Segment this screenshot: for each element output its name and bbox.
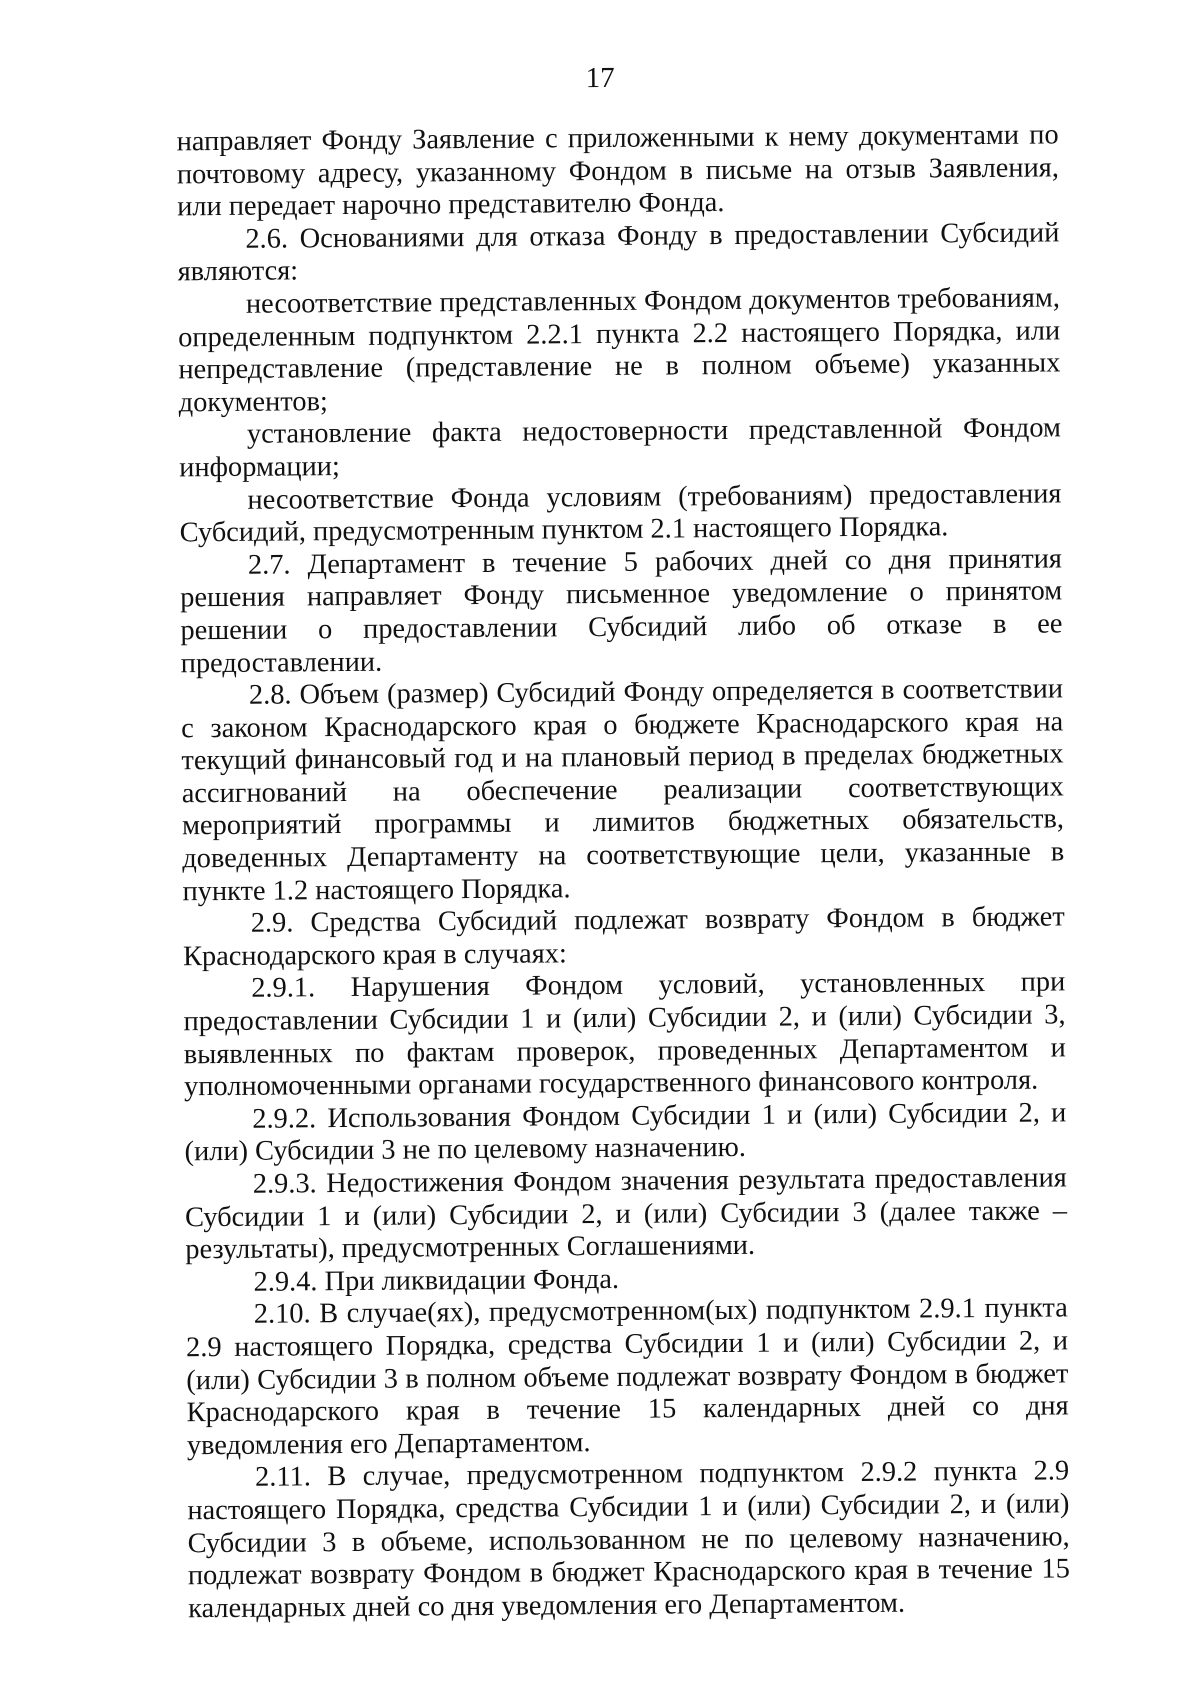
document-body <box>177 119 1071 1625</box>
paragraph-2-6-reason-3: несоответствие Фонда условиям (требованиям) предоставления Субсидий, предусмотренным пунктом 2.1 настоящего Порядка. <box>179 477 1062 549</box>
paragraph-2-9-2: 2.9.2. Использования Фондом Субсидии 1 и (или) Субсидии 2, и (или) Субсидии 3 не по целевому назначению. <box>184 1097 1067 1168</box>
paragraph-2-10: 2.10. В случае(ях), предусмотренном(ых) подпунктом 2.9.1 пункта 2.9 настоящего Порядка, средства Субсидии 1 и (или) Субсидии 2, и (или) Субсидии 3 в полном объеме подлежат возврату Фондом в бюджет Краснодарского края в течение 15 календарных дней со дня уведомления его Департаментом. <box>185 1292 1069 1462</box>
paragraph-2-9-1: 2.9.1. Нарушения Фондом условий, установленных при предоставлении Субсидии 1 и (или) Субсидии 2, и (или) Субсидии 3, выявленных по фактам проверок, проведенных Департаментом и уполномоченными органами государственного финансового контроля. <box>183 966 1066 1103</box>
paragraph-2-11: 2.11. В случае, предусмотренном подпунктом 2.9.2 пункта 2.9 настоящего Порядка, средства Субсидии 1 и (или) Субсидии 2, и (или) Субсидии 3 в объеме, использованном не по целевому назначению, подлежат возврату Фондом в бюджет Краснодарского края в течение 15 календарных дней со дня уведомления его Департаментом. <box>187 1455 1070 1625</box>
page-number: 17 <box>585 61 615 95</box>
paragraph-2-9-3: 2.9.3. Недостижения Фондом значения результата предоставления Субсидии 1 и (или) Субсидии 2, и (или) Субсидии 3 (далее также – результаты), предусмотренных Соглашениями. <box>184 1162 1068 1266</box>
paragraph-continuation: направляет Фонду Заявление с приложенными к нему документами по почтовому адресу, указанному Фондом в письме на отзыв Заявления, или передает нарочно представителю Фонда. <box>176 119 1059 223</box>
paragraph-2-9: 2.9. Средства Субсидий подлежат возврату Фондом в бюджет Краснодарского края в случаях: <box>182 901 1065 973</box>
paragraph-2-7: 2.7. Департамент в течение 5 рабочих дней со дня принятия решения направляет Фонду письменное уведомление о принятом решении о предоставлении Субсидий либо об отказе в ее предоставлении. <box>180 543 1063 679</box>
paragraph-2-8: 2.8. Объем (размер) Субсидий Фонду определяется в соответствии с законом Краснодарского края о бюджете Краснодарского края на текущий финансовый год и на плановый период в пределах бюджетных ассигнований на обеспечение реализации соответствующих мероприятий программы и лимитов бюджетных обязательств, доведенных Департаменту на соответствующие цели, указанные в пункте 1.2 настоящего Порядка. <box>181 673 1065 907</box>
paragraph-2-6-reason-1: несоответствие представленных Фондом документов требованиям, определенным подпунктом 2.2.1 пункта 2.2 настоящего Порядка, или непредставление (представление не в полном объеме) указанных документов; <box>178 282 1061 419</box>
paragraph-2-6-reason-2: установление факта недостоверности представленной Фондом информации; <box>179 412 1062 484</box>
paragraph-2-9-4: 2.9.4. При ликвидации Фонда. <box>253 1263 620 1298</box>
paragraph-2-6: 2.6. Основаниями для отказа Фонду в предоставлении Субсидий являются: <box>177 217 1060 288</box>
